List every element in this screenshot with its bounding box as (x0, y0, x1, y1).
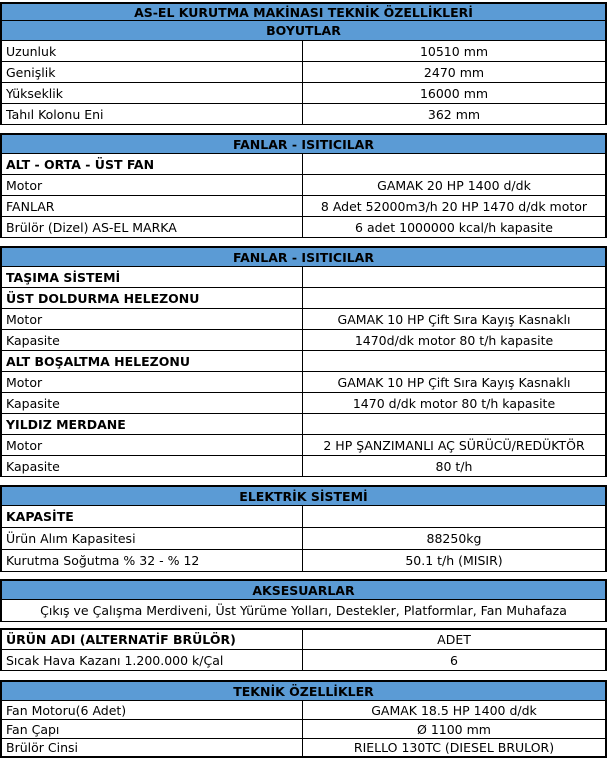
subheader-row (0, 414, 607, 435)
section-header-fanlar (0, 133, 607, 154)
section-header-tasima (0, 246, 607, 267)
aksesuar-row (0, 600, 607, 622)
subheader-kapasite: KAPASİTE (0, 506, 303, 528)
row-label: Motor (0, 372, 303, 393)
subheader-tasima: TAŞIMA SİSTEMİ (0, 267, 303, 288)
product-name-header: ÜRÜN ADI (ALTERNATİF BRÜLÖR) (0, 628, 303, 650)
table-row (0, 393, 607, 414)
subheader-row (0, 267, 607, 288)
row-value: Ø 1100 mm (303, 720, 607, 739)
empty-cell (303, 288, 607, 309)
row-value: GAMAK 20 HP 1400 d/dk (303, 175, 607, 196)
subheader-yildiz-merdane: YILDIZ MERDANE (0, 414, 303, 435)
row-label: Brülör (Dizel) AS-EL MARKA (0, 217, 303, 238)
product-qty-header: ADET (303, 628, 607, 650)
row-value: 1470d/dk motor 80 t/h kapasite (303, 330, 607, 351)
table-row (0, 701, 607, 720)
row-value: 6 adet 1000000 kcal/h kapasite (303, 217, 607, 238)
table-row (0, 196, 607, 217)
row-label: Brülör Cinsi (0, 739, 303, 758)
row-label: Sıcak Hava Kazanı 1.200.000 k/Çal (0, 650, 303, 671)
empty-cell (303, 351, 607, 372)
row-label: Fan Çapı (0, 720, 303, 739)
row-value: 16000 mm (303, 83, 607, 104)
row-label: Yükseklik (0, 83, 303, 104)
row-label: Fan Motoru(6 Adet) (0, 701, 303, 720)
subheader-row (0, 506, 607, 528)
section-header-elektrik (0, 485, 607, 506)
row-value: 50.1 t/h (MISIR) (303, 550, 607, 572)
row-value: 88250kg (303, 528, 607, 550)
row-label: Kapasite (0, 330, 303, 351)
row-value: 362 mm (303, 104, 607, 125)
table-row (0, 175, 607, 196)
subheader-row (0, 154, 607, 175)
section-title-aksesuarlar: AKSESUARLAR (0, 579, 607, 600)
row-value: 8 Adet 52000m3/h 20 HP 1470 d/dk motor (303, 196, 607, 217)
row-value: GAMAK 10 HP Çift Sıra Kayış Kasnaklı (303, 372, 607, 393)
table-row (0, 650, 607, 671)
row-label: Ürün Alım Kapasitesi (0, 528, 303, 550)
title-row (0, 2, 607, 21)
row-value: 1470 d/dk motor 80 t/h kapasite (303, 393, 607, 414)
aksesuar-list: Çıkış ve Çalışma Merdiveni, Üst Yürüme Yolları, Destekler, Platformlar, Fan Muhafaza (0, 600, 607, 622)
table-row (0, 330, 607, 351)
table-row (0, 104, 607, 125)
row-value: GAMAK 18.5 HP 1400 d/dk (303, 701, 607, 720)
row-value: 2 HP ŞANZIMANLI AÇ SÜRÜCÜ/REDÜKTÖR (303, 435, 607, 456)
table-row (0, 456, 607, 477)
subheader-row (0, 288, 607, 309)
table-row (0, 720, 607, 739)
row-label: FANLAR (0, 196, 303, 217)
section-header-teknik (0, 680, 607, 701)
empty-cell (303, 154, 607, 175)
table-row (0, 41, 607, 62)
table-row (0, 62, 607, 83)
product-header-row (0, 628, 607, 650)
table-row (0, 372, 607, 393)
row-label: Motor (0, 435, 303, 456)
empty-cell (303, 506, 607, 528)
table-row (0, 528, 607, 550)
row-value: 2470 mm (303, 62, 607, 83)
table-row (0, 309, 607, 330)
row-label: Kurutma Soğutma % 32 - % 12 (0, 550, 303, 572)
table-row (0, 217, 607, 238)
row-value: 80 t/h (303, 456, 607, 477)
section-title-teknik: TEKNİK ÖZELLİKLER (0, 680, 607, 701)
row-value: GAMAK 10 HP Çift Sıra Kayış Kasnaklı (303, 309, 607, 330)
row-value: 6 (303, 650, 607, 671)
subheader-fan: ALT - ORTA - ÜST FAN (0, 154, 303, 175)
table-row (0, 550, 607, 572)
subheader-ust-helezon: ÜST DOLDURMA HELEZONU (0, 288, 303, 309)
section-title-boyutlar: BOYUTLAR (0, 21, 607, 41)
section-title-elektrik: ELEKTRİK SİSTEMİ (0, 485, 607, 506)
row-label: Kapasite (0, 393, 303, 414)
row-label: Tahıl Kolonu Eni (0, 104, 303, 125)
empty-cell (303, 267, 607, 288)
row-label: Motor (0, 175, 303, 196)
row-label: Uzunluk (0, 41, 303, 62)
row-value: 10510 mm (303, 41, 607, 62)
table-row (0, 739, 607, 758)
section-header-aksesuarlar (0, 579, 607, 600)
subheader-alt-helezon: ALT BOŞALTMA HELEZONU (0, 351, 303, 372)
subheader-row (0, 351, 607, 372)
row-label: Genişlik (0, 62, 303, 83)
section-header-boyutlar (0, 21, 607, 41)
table-row (0, 435, 607, 456)
section-title-tasima: FANLAR - ISITICILAR (0, 246, 607, 267)
row-label: Kapasite (0, 456, 303, 477)
row-value: RIELLO 130TC (DIESEL BRULOR) (303, 739, 607, 758)
empty-cell (303, 414, 607, 435)
page-title: AS-EL KURUTMA MAKİNASI TEKNİK ÖZELLİKLERİ (0, 2, 607, 21)
section-title-fanlar: FANLAR - ISITICILAR (0, 133, 607, 154)
row-label: Motor (0, 309, 303, 330)
table-row (0, 83, 607, 104)
